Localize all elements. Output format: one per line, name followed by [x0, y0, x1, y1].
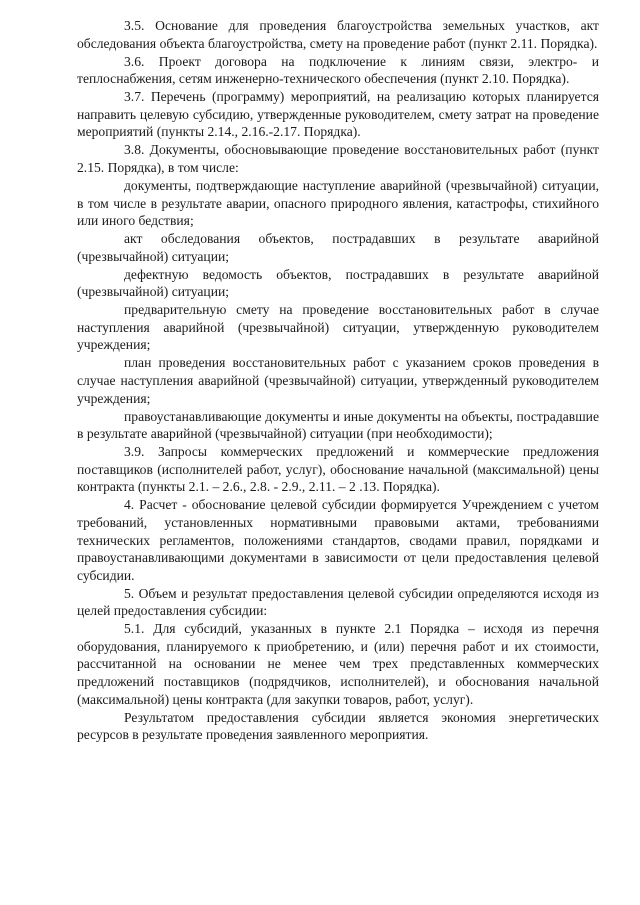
paragraph-3-8-item-1: документы, подтверждающие наступление аварийной (чрезвычайной) ситуации, в том числе в результате аварии, опасного природного явления, катастрофы, стихийного или иного бедствия;	[77, 177, 599, 229]
paragraph-3-6: 3.6. Проект договора на подключение к линиям связи, электро- и теплоснабжения, сетям инженерно-технического обеспечения (пункт 2.10. Порядка).	[77, 53, 599, 87]
paragraph-5: 5. Объем и результат предоставления целевой субсидии определяются исходя из целей предоставления субсидии:	[77, 585, 599, 619]
paragraph-3-8-item-4: предварительную смету на проведение восстановительных работ в случае наступления аварийной (чрезвычайной) ситуации, утвержденную руководителем учреждения;	[77, 302, 599, 353]
paragraph-3-7: 3.7. Перечень (программу) мероприятий, на реализацию которых планируется направить целевую субсидию, утвержденные руководителем, смету затрат на проведение мероприятий (пункты 2.14., 2.16.-2.17. Порядка).	[77, 89, 599, 140]
paragraph-4: 4. Расчет - обоснование целевой субсидии формируется Учреждением с учетом требований, установленных нормативными правовыми актами, требованиями технических регламентов, положениями стандартов, сводами правил, порядками и правоустанавливающими документами в зависимости от цели предоставления целевой субсидии.	[77, 497, 599, 583]
document-page	[77, 17, 599, 744]
paragraph-3-8-item-2: акт обследования объектов, пострадавших в результате аварийной (чрезвычайной) ситуации;	[77, 231, 599, 264]
paragraph-3-8-item-6: правоустанавливающие документы и иные документы на объекты, пострадавшие в результате аварийной (чрезвычайной) ситуации (при необходимости);	[77, 408, 599, 442]
paragraph-result: Результатом предоставления субсидии является экономия энергетических ресурсов в результате проведения заявленного мероприятия.	[77, 709, 599, 743]
paragraph-3-8-item-5: план проведения восстановительных работ с указанием сроков проведения в случае наступления аварийной (чрезвычайной) ситуации, утвержденный руководителем учреждения;	[77, 355, 599, 406]
paragraph-3-5: 3.5. Основание для проведения благоустройства земельных участков, акт обследования объекта благоустройства, смету на проведение работ (пункт 2.11. Порядка).	[77, 18, 599, 51]
paragraph-3-8: 3.8. Документы, обосновывающие проведение восстановительных работ (пункт 2.15. Порядка), в том числе:	[77, 142, 599, 175]
paragraph-3-9: 3.9. Запросы коммерческих предложений и коммерческие предложения поставщиков (исполнителей работ, услуг), обоснование начальной (максимальной) цены контракта (пункты 2.1. – 2.6., 2.8. - 2.9., 2.11. – 2 .13. Порядка).	[77, 444, 599, 495]
paragraph-5-1: 5.1. Для субсидий, указанных в пункте 2.1 Порядка – исходя из перечня оборудования, планируемого к приобретению, и (или) перечня работ и их стоимости, рассчитанной на основании не менее чем трех представленных коммерческих предложений поставщиков (подрядчиков, исполнителей), и обоснования начальной (максимальной) цены контракта (для закупки товаров, работ, услуг).	[77, 621, 599, 707]
paragraph-3-8-item-3: дефектную ведомость объектов, пострадавших в результате аварийной (чрезвычайной) ситуации;	[77, 266, 599, 300]
